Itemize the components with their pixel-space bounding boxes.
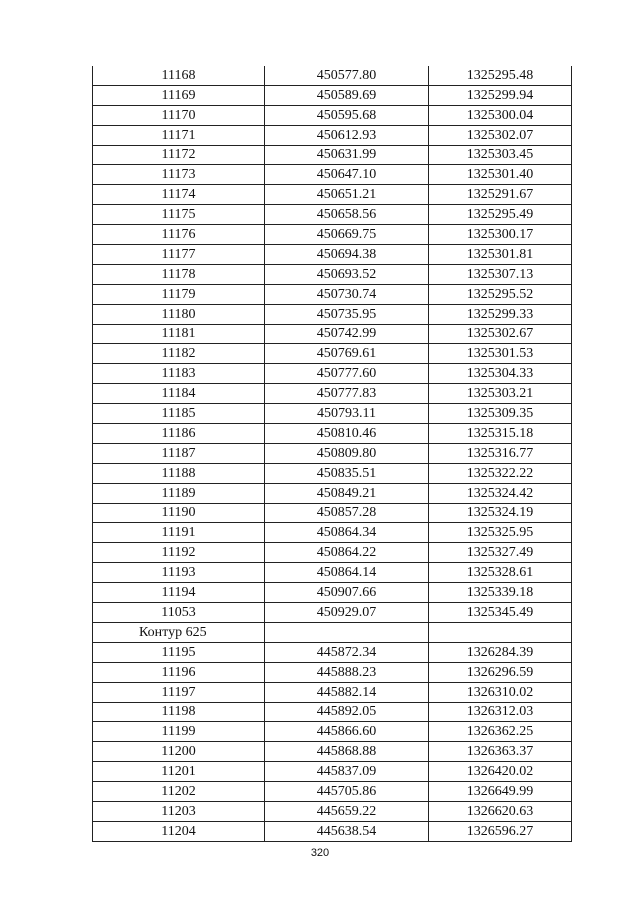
x-coordinate-cell: 450907.66: [265, 583, 429, 603]
coordinates-table: [92, 66, 572, 842]
point-number-cell: 11198: [93, 702, 265, 722]
y-coordinate-cell: 1325295.49: [429, 205, 572, 225]
x-coordinate-cell: 450929.07: [265, 603, 429, 623]
y-coordinate-cell: 1325299.94: [429, 85, 572, 105]
point-number-cell: 11190: [93, 503, 265, 523]
point-number-cell: 11183: [93, 364, 265, 384]
y-coordinate-cell: 1325302.67: [429, 324, 572, 344]
x-coordinate-cell: 450631.99: [265, 145, 429, 165]
x-coordinate-cell: 450777.83: [265, 384, 429, 404]
table-row: [93, 801, 572, 821]
table-row: [93, 125, 572, 145]
contour-header-row: [93, 622, 572, 642]
table-row: [93, 225, 572, 245]
y-coordinate-cell: 1325303.45: [429, 145, 572, 165]
x-coordinate-cell: 450658.56: [265, 205, 429, 225]
y-coordinate-cell: 1325339.18: [429, 583, 572, 603]
y-coordinate-cell: 1326362.25: [429, 722, 572, 742]
point-number-cell: 11187: [93, 443, 265, 463]
table-row: [93, 105, 572, 125]
table-row: [93, 344, 572, 364]
point-number-cell: 11188: [93, 463, 265, 483]
table-row: [93, 245, 572, 265]
x-coordinate-cell: 445868.88: [265, 742, 429, 762]
y-coordinate-cell: 1326312.03: [429, 702, 572, 722]
table-row: [93, 742, 572, 762]
point-number-cell: 11053: [93, 603, 265, 623]
y-coordinate-cell: 1325327.49: [429, 543, 572, 563]
x-coordinate-cell: 450730.74: [265, 284, 429, 304]
point-number-cell: 11185: [93, 404, 265, 424]
y-coordinate-cell: 1325324.42: [429, 483, 572, 503]
table-row: [93, 483, 572, 503]
x-coordinate-cell: 445705.86: [265, 782, 429, 802]
x-coordinate-cell: 450694.38: [265, 245, 429, 265]
x-coordinate-cell: 450735.95: [265, 304, 429, 324]
table-row: [93, 85, 572, 105]
table-row: [93, 165, 572, 185]
table-row: [93, 404, 572, 424]
x-coordinate-cell: 445638.54: [265, 821, 429, 841]
point-number-cell: 11195: [93, 642, 265, 662]
point-number-cell: 11181: [93, 324, 265, 344]
x-coordinate-cell: 450777.60: [265, 364, 429, 384]
table-row: [93, 682, 572, 702]
table-row: [93, 642, 572, 662]
coordinates-table-body: [93, 66, 572, 841]
y-coordinate-cell: 1326649.99: [429, 782, 572, 802]
y-coordinate-cell: 1325325.95: [429, 523, 572, 543]
table-row: [93, 424, 572, 444]
table-row: [93, 503, 572, 523]
table-row: [93, 185, 572, 205]
y-coordinate-cell: 1325300.04: [429, 105, 572, 125]
table-row: [93, 583, 572, 603]
table-row: [93, 324, 572, 344]
x-coordinate-cell: 450857.28: [265, 503, 429, 523]
x-coordinate-cell: 445872.34: [265, 642, 429, 662]
point-number-cell: 11174: [93, 185, 265, 205]
table-row: [93, 384, 572, 404]
empty-cell: [429, 622, 572, 642]
y-coordinate-cell: 1326420.02: [429, 762, 572, 782]
table-row: [93, 662, 572, 682]
x-coordinate-cell: 445882.14: [265, 682, 429, 702]
y-coordinate-cell: 1325295.48: [429, 66, 572, 85]
x-coordinate-cell: 450864.34: [265, 523, 429, 543]
point-number-cell: 11203: [93, 801, 265, 821]
y-coordinate-cell: 1326620.63: [429, 801, 572, 821]
y-coordinate-cell: 1326310.02: [429, 682, 572, 702]
x-coordinate-cell: 450577.80: [265, 66, 429, 85]
x-coordinate-cell: 450793.11: [265, 404, 429, 424]
table-row: [93, 264, 572, 284]
table-row: [93, 603, 572, 623]
point-number-cell: 11184: [93, 384, 265, 404]
table-row: [93, 463, 572, 483]
y-coordinate-cell: 1325304.33: [429, 364, 572, 384]
table-row: [93, 563, 572, 583]
x-coordinate-cell: 450849.21: [265, 483, 429, 503]
x-coordinate-cell: 445888.23: [265, 662, 429, 682]
y-coordinate-cell: 1325309.35: [429, 404, 572, 424]
point-number-cell: 11200: [93, 742, 265, 762]
table-row: [93, 66, 572, 85]
y-coordinate-cell: 1325307.13: [429, 264, 572, 284]
x-coordinate-cell: 445866.60: [265, 722, 429, 742]
y-coordinate-cell: 1325328.61: [429, 563, 572, 583]
coordinates-table-container: [92, 66, 571, 842]
point-number-cell: 11170: [93, 105, 265, 125]
y-coordinate-cell: 1325300.17: [429, 225, 572, 245]
y-coordinate-cell: 1325291.67: [429, 185, 572, 205]
y-coordinate-cell: 1325299.33: [429, 304, 572, 324]
x-coordinate-cell: 450769.61: [265, 344, 429, 364]
point-number-cell: 11196: [93, 662, 265, 682]
point-number-cell: 11192: [93, 543, 265, 563]
x-coordinate-cell: 450647.10: [265, 165, 429, 185]
x-coordinate-cell: 450693.52: [265, 264, 429, 284]
x-coordinate-cell: 450809.80: [265, 443, 429, 463]
point-number-cell: 11201: [93, 762, 265, 782]
point-number-cell: 11177: [93, 245, 265, 265]
x-coordinate-cell: 445892.05: [265, 702, 429, 722]
y-coordinate-cell: 1325301.81: [429, 245, 572, 265]
x-coordinate-cell: 450810.46: [265, 424, 429, 444]
x-coordinate-cell: 450651.21: [265, 185, 429, 205]
point-number-cell: 11176: [93, 225, 265, 245]
y-coordinate-cell: 1325302.07: [429, 125, 572, 145]
point-number-cell: 11186: [93, 424, 265, 444]
x-coordinate-cell: 450595.68: [265, 105, 429, 125]
point-number-cell: 11172: [93, 145, 265, 165]
point-number-cell: 11173: [93, 165, 265, 185]
table-row: [93, 443, 572, 463]
table-row: [93, 762, 572, 782]
table-row: [93, 722, 572, 742]
x-coordinate-cell: 450835.51: [265, 463, 429, 483]
point-number-cell: 11197: [93, 682, 265, 702]
y-coordinate-cell: 1326284.39: [429, 642, 572, 662]
table-row: [93, 304, 572, 324]
y-coordinate-cell: 1325303.21: [429, 384, 572, 404]
y-coordinate-cell: 1325295.52: [429, 284, 572, 304]
point-number-cell: 11194: [93, 583, 265, 603]
y-coordinate-cell: 1325316.77: [429, 443, 572, 463]
x-coordinate-cell: 450589.69: [265, 85, 429, 105]
x-coordinate-cell: 450612.93: [265, 125, 429, 145]
point-number-cell: 11180: [93, 304, 265, 324]
point-number-cell: 11193: [93, 563, 265, 583]
point-number-cell: 11191: [93, 523, 265, 543]
y-coordinate-cell: 1325322.22: [429, 463, 572, 483]
point-number-cell: 11178: [93, 264, 265, 284]
table-row: [93, 821, 572, 841]
point-number-cell: 11171: [93, 125, 265, 145]
table-row: [93, 145, 572, 165]
point-number-cell: 11189: [93, 483, 265, 503]
point-number-cell: 11175: [93, 205, 265, 225]
y-coordinate-cell: 1326596.27: [429, 821, 572, 841]
y-coordinate-cell: 1326296.59: [429, 662, 572, 682]
table-row: [93, 205, 572, 225]
point-number-cell: 11199: [93, 722, 265, 742]
point-number-cell: 11202: [93, 782, 265, 802]
x-coordinate-cell: 450864.14: [265, 563, 429, 583]
y-coordinate-cell: 1325301.53: [429, 344, 572, 364]
y-coordinate-cell: 1325301.40: [429, 165, 572, 185]
y-coordinate-cell: 1326363.37: [429, 742, 572, 762]
contour-label: Контур 625: [93, 622, 265, 642]
x-coordinate-cell: 445837.09: [265, 762, 429, 782]
y-coordinate-cell: 1325315.18: [429, 424, 572, 444]
point-number-cell: 11204: [93, 821, 265, 841]
x-coordinate-cell: 450742.99: [265, 324, 429, 344]
point-number-cell: 11182: [93, 344, 265, 364]
point-number-cell: 11169: [93, 85, 265, 105]
table-row: [93, 702, 572, 722]
x-coordinate-cell: 450669.75: [265, 225, 429, 245]
empty-cell: [265, 622, 429, 642]
point-number-cell: 11168: [93, 66, 265, 85]
table-row: [93, 364, 572, 384]
x-coordinate-cell: 450864.22: [265, 543, 429, 563]
page-number: 320: [310, 847, 330, 859]
table-row: [93, 523, 572, 543]
table-row: [93, 284, 572, 304]
table-row: [93, 782, 572, 802]
y-coordinate-cell: 1325345.49: [429, 603, 572, 623]
point-number-cell: 11179: [93, 284, 265, 304]
y-coordinate-cell: 1325324.19: [429, 503, 572, 523]
table-row: [93, 543, 572, 563]
x-coordinate-cell: 445659.22: [265, 801, 429, 821]
